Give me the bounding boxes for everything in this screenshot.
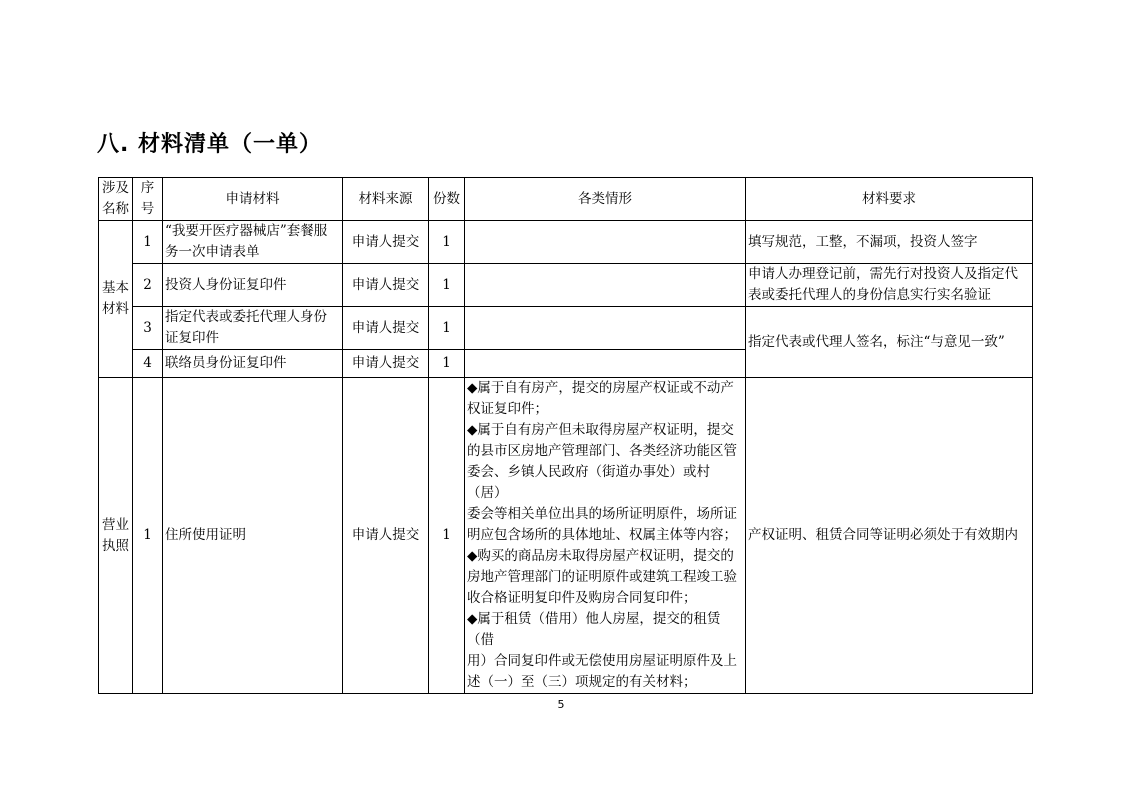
situation-line: 委会、乡镇人民政府（街道办事处）或村（居） (467, 464, 710, 501)
row-source: 申请人提交 (343, 264, 429, 307)
row-requirement: 指定代表或代理人签名，标注“与意见一致” (746, 307, 1033, 378)
table-row (99, 307, 1033, 350)
category-license (99, 378, 133, 694)
row-index: 2 (133, 264, 163, 307)
header-category (99, 178, 133, 221)
row-situation (465, 221, 746, 264)
category-line: 基本 (102, 280, 129, 296)
header-material: 申请材料 (163, 178, 343, 221)
header-category-line: 名称 (102, 201, 129, 217)
row-material: “我要开医疗器械店”套餐服务一次申请表单 (163, 221, 343, 264)
table-row (99, 378, 1033, 694)
situation-line: ◆属于自有房产但未取得房屋产权证明，提交 (467, 422, 734, 438)
row-copies: 1 (429, 350, 465, 378)
row-requirement: 申请人办理登记前，需先行对投资人及指定代表或委托代理人的身份信息实行实名验证 (746, 264, 1033, 307)
row-copies: 1 (429, 264, 465, 307)
situation-line: 的县市区房地产管理部门、各类经济功能区管 (467, 443, 737, 459)
page-title: 八. 材料清单（一单） (97, 132, 323, 157)
situation-line: 述（一）至（三）项规定的有关材料； (467, 674, 697, 690)
situation-line: 房地产管理部门的证明原件或建筑工程竣工验 (467, 569, 737, 585)
category-line: 营业 (102, 516, 129, 533)
row-source: 申请人提交 (343, 221, 429, 264)
row-situation (465, 378, 746, 694)
row-copies: 1 (429, 221, 465, 264)
row-situation (465, 350, 746, 378)
materials-table (98, 177, 1033, 694)
row-material: 联络员身份证复印件 (163, 350, 343, 378)
table-row (99, 221, 1033, 264)
row-index: 3 (133, 307, 163, 350)
situation-line: ◆购买的商品房未取得房屋产权证明，提交的 (467, 548, 734, 564)
row-material: 指定代表或委托代理人身份证复印件 (163, 307, 343, 350)
row-index: 1 (133, 378, 163, 694)
table-header-row (99, 178, 1033, 221)
situation-line: 权证复印件； (467, 401, 548, 417)
header-category-line: 涉及 (102, 180, 129, 196)
row-situation (465, 264, 746, 307)
row-index: 1 (133, 221, 163, 264)
row-material: 投资人身份证复印件 (163, 264, 343, 307)
situation-line: 明应包含场所的具体地址、权属主体等内容； (467, 527, 737, 543)
row-situation (465, 307, 746, 350)
row-source: 申请人提交 (343, 307, 429, 350)
row-requirement: 产权证明、租赁合同等证明必须处于有效期内 (746, 378, 1033, 694)
category-line: 材料 (102, 301, 129, 317)
category-basic (99, 221, 133, 378)
row-source: 申请人提交 (343, 378, 429, 694)
table-row (99, 264, 1033, 307)
header-index: 序号 (133, 178, 163, 221)
situation-line: 用）合同复印件或无偿使用房屋证明原件及上 (467, 653, 737, 669)
situation-line: 委会等相关单位出具的场所证明原件，场所证 (467, 506, 737, 522)
header-situation: 各类情形 (465, 178, 746, 221)
situation-line: ◆属于租赁（借用）他人房屋，提交的租赁（借 (467, 611, 721, 648)
situation-line: ◆属于自有房产，提交的房屋产权证或不动产 (467, 380, 734, 396)
page-number: 5 (557, 698, 565, 711)
header-copies: 份数 (429, 178, 465, 221)
row-material: 住所使用证明 (163, 378, 343, 694)
row-copies: 1 (429, 378, 465, 694)
situation-line: 收合格证明复印件及购房合同复印件； (467, 590, 697, 606)
row-source: 申请人提交 (343, 350, 429, 378)
row-copies: 1 (429, 307, 465, 350)
category-line: 执照 (102, 537, 129, 554)
row-requirement: 填写规范，工整，不漏项，投资人签字 (746, 221, 1033, 264)
header-requirement: 材料要求 (746, 178, 1033, 221)
row-index: 4 (133, 350, 163, 378)
header-source: 材料来源 (343, 178, 429, 221)
